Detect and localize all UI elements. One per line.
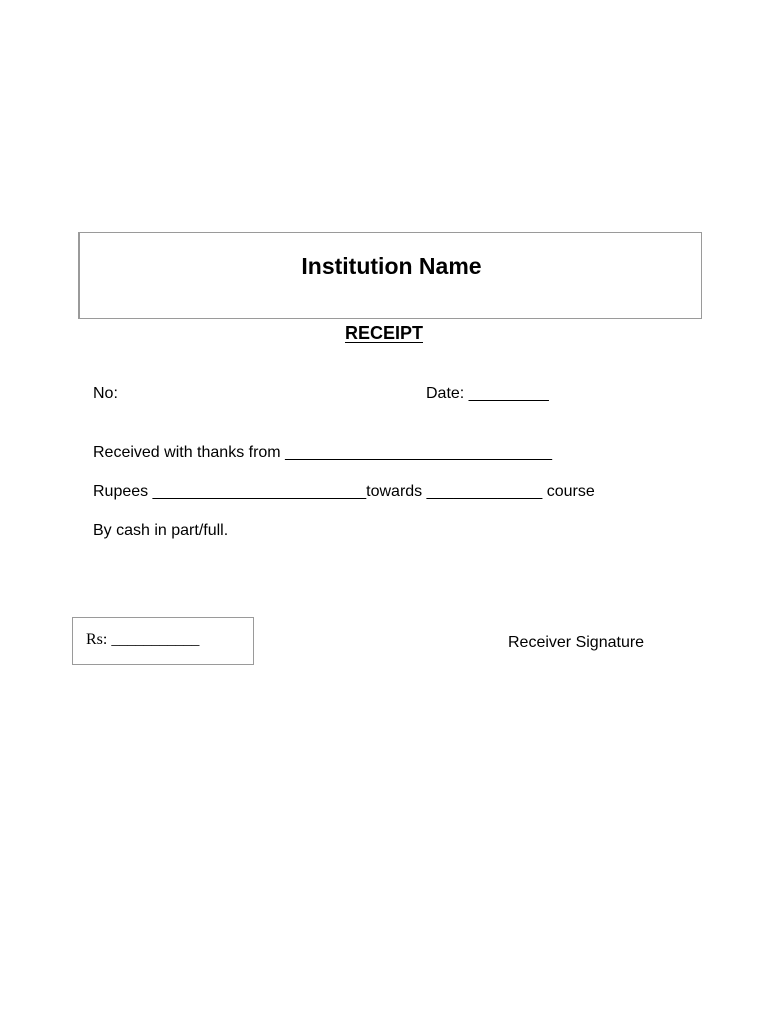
payment-mode-line: By cash in part/full. [93, 522, 229, 539]
institution-header-box [79, 232, 702, 319]
rupees-towards-line: Rupees ________________________towards _____________ course [93, 483, 595, 500]
receipt-title: RECEIPT [344, 323, 423, 343]
receiver-signature-label: Receiver Signature [508, 634, 645, 651]
date-field: Date: _________ [426, 385, 549, 402]
amount-field: Rs: ___________ [86, 631, 200, 648]
received-from-line: Received with thanks from ______________________________ [93, 444, 553, 461]
amount-box [72, 617, 254, 665]
institution-name: Institution Name [301, 253, 482, 279]
receipt-number-label: No: [93, 385, 118, 402]
